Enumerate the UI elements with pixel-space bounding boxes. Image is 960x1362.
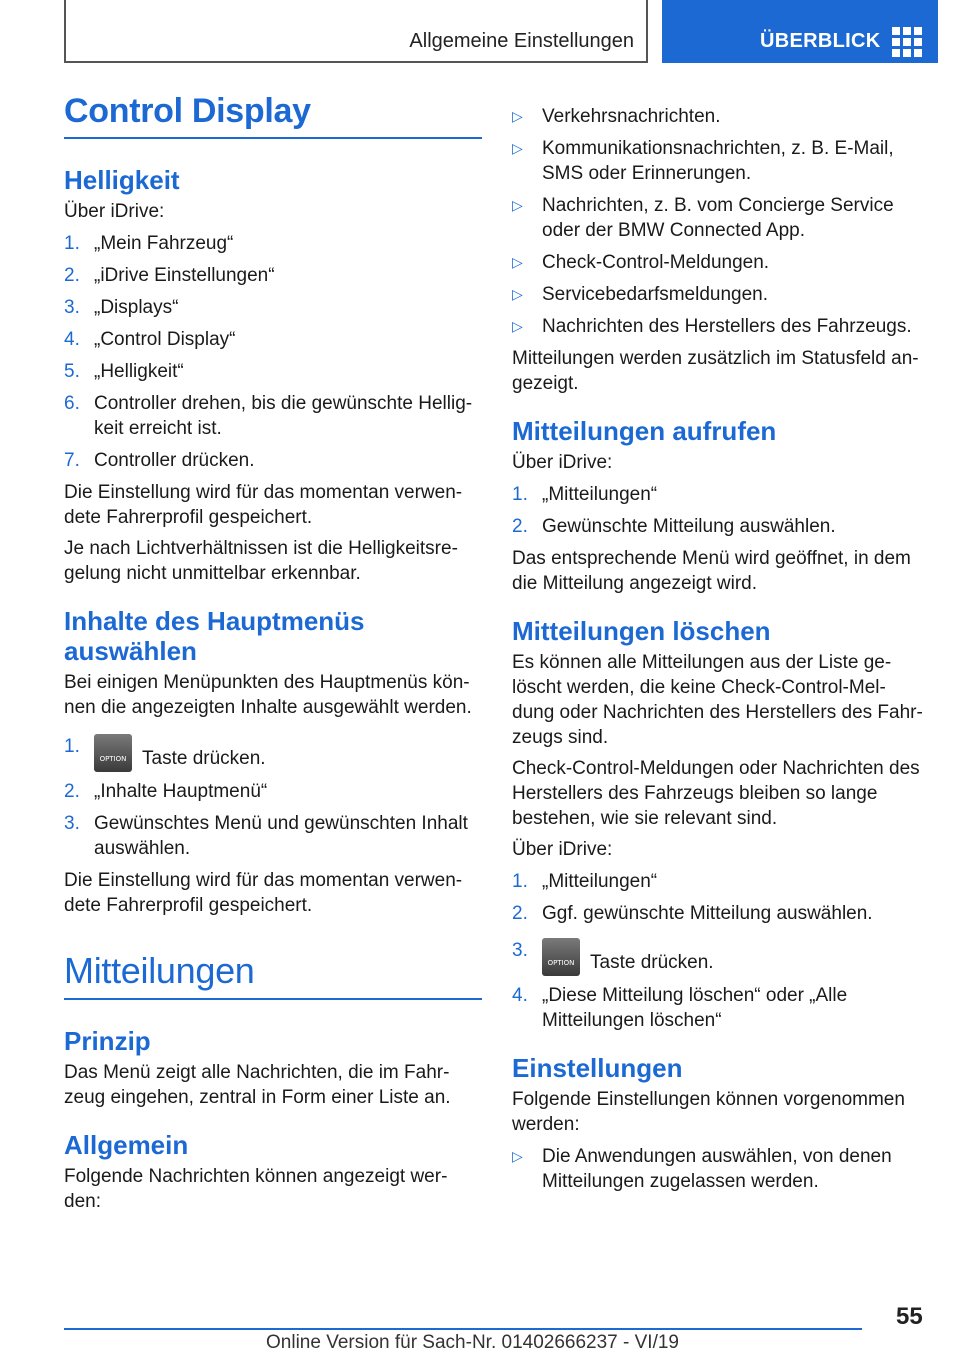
list-item: ▷ Kommunikationsnachrichten, z. B. E-Mail, SMS oder Erinnerungen. <box>512 138 894 184</box>
paragraph: Folgende Nachrichten können angezeigt wer‐ den: <box>64 1166 448 1212</box>
section-title-control-display: Control Display <box>64 92 482 139</box>
grid-icon <box>892 27 922 57</box>
heading-einstellungen: Einstellungen <box>512 1053 683 1083</box>
list-item: 7. Controller drücken. <box>64 450 255 471</box>
ueber-idrive-text: Über iDrive: <box>512 452 613 473</box>
list-item: ▷ Check-Control-Meldungen. <box>512 252 770 273</box>
paragraph: Je nach Lichtverhältnissen ist die Helligkeitsre‐ gelung nicht unmittelbar erkennbar. <box>64 538 458 584</box>
right-column <box>512 104 930 1194</box>
list-item: 3. OPTIONTaste drücken. <box>512 938 930 976</box>
list-item: 2. „iDrive Einstellungen“ <box>64 265 275 286</box>
paragraph: Bei einigen Menüpunkten des Hauptmenüs kön‐ nen die angezeigten Inhalte ausgewählt werden. <box>64 672 472 718</box>
heading-prinzip: Prinzip <box>64 1026 151 1056</box>
heading-aufrufen: Mitteilungen aufrufen <box>512 416 777 446</box>
list-item: ▷ Verkehrsnachrichten. <box>512 106 721 127</box>
footer-divider <box>64 1328 862 1330</box>
steps-inhalte <box>64 734 482 861</box>
list-item: 1. „Mitteilungen“ <box>512 871 658 892</box>
list-item: 2. „Inhalte Hauptmenü“ <box>64 781 268 802</box>
left-column <box>64 92 482 1214</box>
list-item: 1. „Mein Fahrzeug“ <box>64 233 234 254</box>
list-item: 4. „Diese Mitteilung löschen“ oder „Alle Mitteilungen löschen“ <box>512 985 848 1031</box>
list-item: 3. „Displays“ <box>64 297 179 318</box>
page-number: 55 <box>896 1303 923 1330</box>
paragraph: Das Menü zeigt alle Nachrichten, die im Fahr‐ zeug eingehen, zentral in Form einer Liste an. <box>64 1062 451 1108</box>
list-item: 1. OPTIONTaste drücken. <box>64 734 482 772</box>
steps-helligkeit <box>64 231 482 473</box>
ueber-idrive-text: Über iDrive: <box>512 839 613 860</box>
section-title-mitteilungen: Mitteilungen <box>64 950 482 1000</box>
paragraph: Es können alle Mitteilungen aus der Liste ge‐ löscht werden, die keine Check-Control-Mel‐ dung oder Nachrichten des Herstellers des Fahr‐ zeugs sind. <box>512 652 923 748</box>
ueber-idrive-text: Über iDrive: <box>64 201 165 222</box>
paragraph: Mitteilungen werden zusätzlich im Statusfeld an‐ gezeigt. <box>512 348 919 394</box>
steps-loeschen <box>512 869 930 1033</box>
online-version-text: Online Version für Sach-Nr. 01402666237 - VI/19 <box>266 1332 679 1353</box>
list-item: 5. „Helligkeit“ <box>64 361 184 382</box>
heading-helligkeit: Helligkeit <box>64 165 180 195</box>
list-item: ▷ Servicebedarfsmeldungen. <box>512 284 769 305</box>
list-item: ▷ Die Anwendungen auswählen, von denen Mitteilungen zugelassen werden. <box>512 1146 892 1192</box>
option-button-icon <box>542 938 580 976</box>
paragraph: Die Einstellung wird für das momentan verwen‐ dete Fahrerprofil gespeichert. <box>64 482 463 528</box>
list-item: ▷ Nachrichten des Herstellers des Fahrzeugs. <box>512 316 912 337</box>
list-item: 4. „Control Display“ <box>64 329 236 350</box>
list-item: 2. Ggf. gewünschte Mitteilung auswählen. <box>512 903 873 924</box>
overview-button[interactable] <box>662 0 938 63</box>
overview-label: ÜBERBLICK <box>760 30 881 52</box>
paragraph: Folgende Einstellungen können vorgenommen werden: <box>512 1089 905 1135</box>
list-item: 1. „Mitteilungen“ <box>512 484 658 505</box>
header-section-title: Allgemeine Einstellungen <box>409 30 634 52</box>
header-section-box <box>64 0 648 63</box>
steps-aufrufen <box>512 482 930 539</box>
heading-inhalte: Inhalte des Hauptmenüs auswählen <box>64 606 365 666</box>
heading-loeschen: Mitteilungen löschen <box>512 616 771 646</box>
option-button-icon <box>94 734 132 772</box>
list-item: ▷ Nachrichten, z. B. vom Concierge Service oder der BMW Connected App. <box>512 195 894 241</box>
paragraph: Check-Control-Meldungen oder Nachrichten des Herstellers des Fahrzeugs bleiben so lange bestehen, wie sie relevant sind. <box>512 758 920 829</box>
bullets-nachrichten <box>512 104 930 339</box>
paragraph: Die Einstellung wird für das momentan verwen‐ dete Fahrerprofil gespeichert. <box>64 870 463 916</box>
heading-allgemein: Allgemein <box>64 1130 189 1160</box>
list-item: 2. Gewünschte Mitteilung auswählen. <box>512 516 836 537</box>
paragraph: Das entsprechende Menü wird geöffnet, in dem die Mitteilung angezeigt wird. <box>512 548 911 594</box>
list-item: 6. Controller drehen, bis die gewünschte Hellig‐ keit erreicht ist. <box>64 393 473 439</box>
list-item: 3. Gewünschtes Menü und gewünschten Inhalt auswählen. <box>64 813 468 859</box>
bullets-einstellungen <box>512 1144 930 1194</box>
